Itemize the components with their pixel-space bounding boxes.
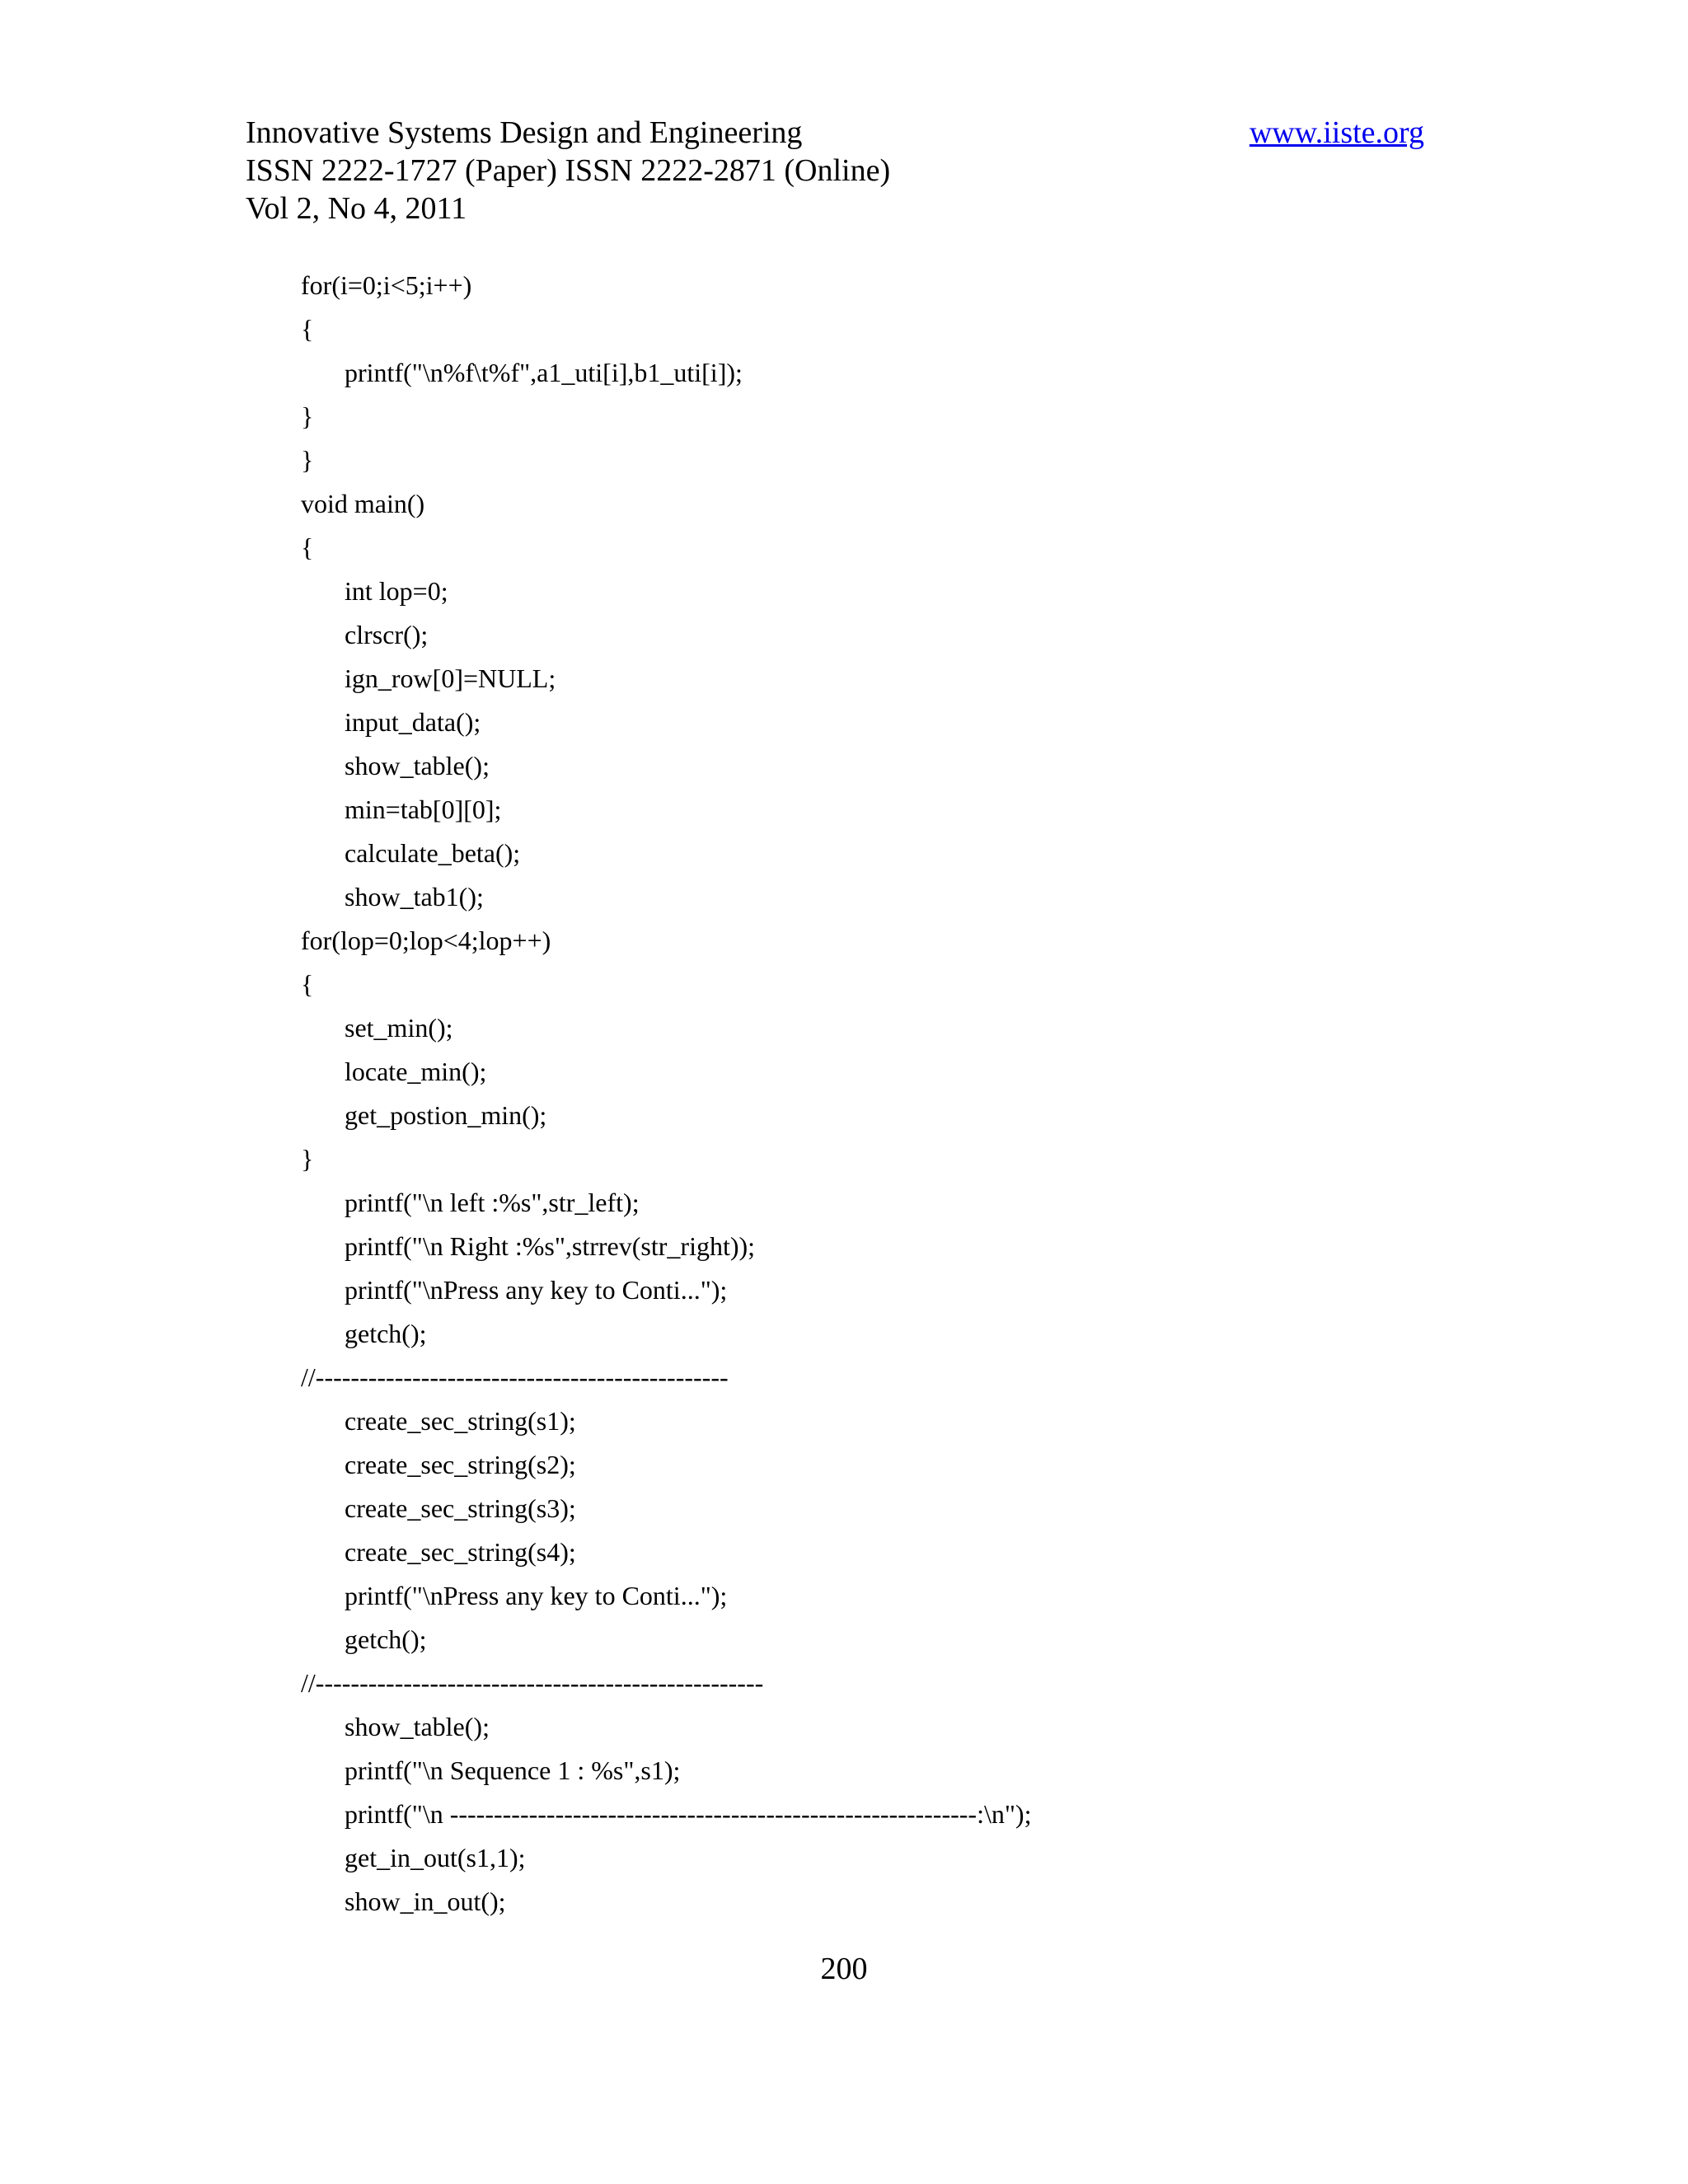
code-line: printf("\nPress any key to Conti..."); bbox=[345, 1581, 728, 1610]
code-line: for(i=0;i<5;i++) bbox=[301, 270, 472, 300]
code-line: //----------------------------------------------- bbox=[301, 1362, 729, 1392]
code-line: create_sec_string(s2); bbox=[345, 1450, 576, 1479]
code-line: clrscr(); bbox=[345, 620, 429, 649]
code-line: printf("\n left :%s",str_left); bbox=[345, 1188, 640, 1217]
code-line: printf("\nPress any key to Conti..."); bbox=[345, 1275, 728, 1305]
code-line: show_table(); bbox=[345, 751, 490, 780]
code-line: { bbox=[301, 532, 314, 562]
code-line: printf("\n Sequence 1 : %s",s1); bbox=[345, 1755, 681, 1785]
code-line: } bbox=[301, 1144, 314, 1174]
issn-line: ISSN 2222-1727 (Paper) ISSN 2222-2871 (Online) bbox=[246, 153, 891, 188]
code-line: for(lop=0;lop<4;lop++) bbox=[301, 926, 551, 955]
code-line: ign_row[0]=NULL; bbox=[345, 663, 556, 693]
journal-website-link[interactable]: www.iiste.org bbox=[1249, 115, 1424, 150]
code-line: get_postion_min(); bbox=[345, 1100, 547, 1130]
page-header bbox=[246, 114, 1424, 227]
code-line: locate_min(); bbox=[345, 1057, 487, 1086]
journal-title: Innovative Systems Design and Engineering bbox=[246, 115, 803, 150]
code-line: show_tab1(); bbox=[345, 882, 484, 912]
code-line: void main() bbox=[301, 489, 425, 518]
code-line: getch(); bbox=[345, 1319, 427, 1348]
code-line: show_in_out(); bbox=[345, 1886, 506, 1916]
code-line: show_table(); bbox=[345, 1712, 490, 1741]
code-line: input_data(); bbox=[345, 707, 481, 737]
code-line: } bbox=[301, 401, 314, 431]
code-line: create_sec_string(s3); bbox=[345, 1493, 576, 1523]
page-number: 200 bbox=[820, 1952, 868, 1986]
code-line: //--------------------------------------------------- bbox=[301, 1668, 764, 1698]
code-line: create_sec_string(s1); bbox=[345, 1406, 576, 1436]
code-line: printf("\n ------------------------------------------------------------:\n"); bbox=[345, 1799, 1032, 1829]
code-line: getch(); bbox=[345, 1624, 427, 1654]
code-line: set_min(); bbox=[345, 1013, 453, 1043]
code-line: get_in_out(s1,1); bbox=[345, 1843, 526, 1872]
code-line: min=tab[0][0]; bbox=[345, 794, 502, 824]
code-line: { bbox=[301, 314, 314, 344]
code-line: printf("\n%f\t%f",a1_uti[i],b1_uti[i]); bbox=[345, 358, 743, 387]
code-line: calculate_beta(); bbox=[345, 838, 521, 868]
code-line: int lop=0; bbox=[345, 576, 448, 606]
code-line: create_sec_string(s4); bbox=[345, 1537, 576, 1567]
volume-line: Vol 2, No 4, 2011 bbox=[246, 191, 467, 226]
code-listing bbox=[0, 264, 1688, 1924]
code-line: printf("\n Right :%s",strrev(str_right)); bbox=[345, 1231, 756, 1261]
code-line: } bbox=[301, 445, 314, 475]
code-line: { bbox=[301, 969, 314, 999]
